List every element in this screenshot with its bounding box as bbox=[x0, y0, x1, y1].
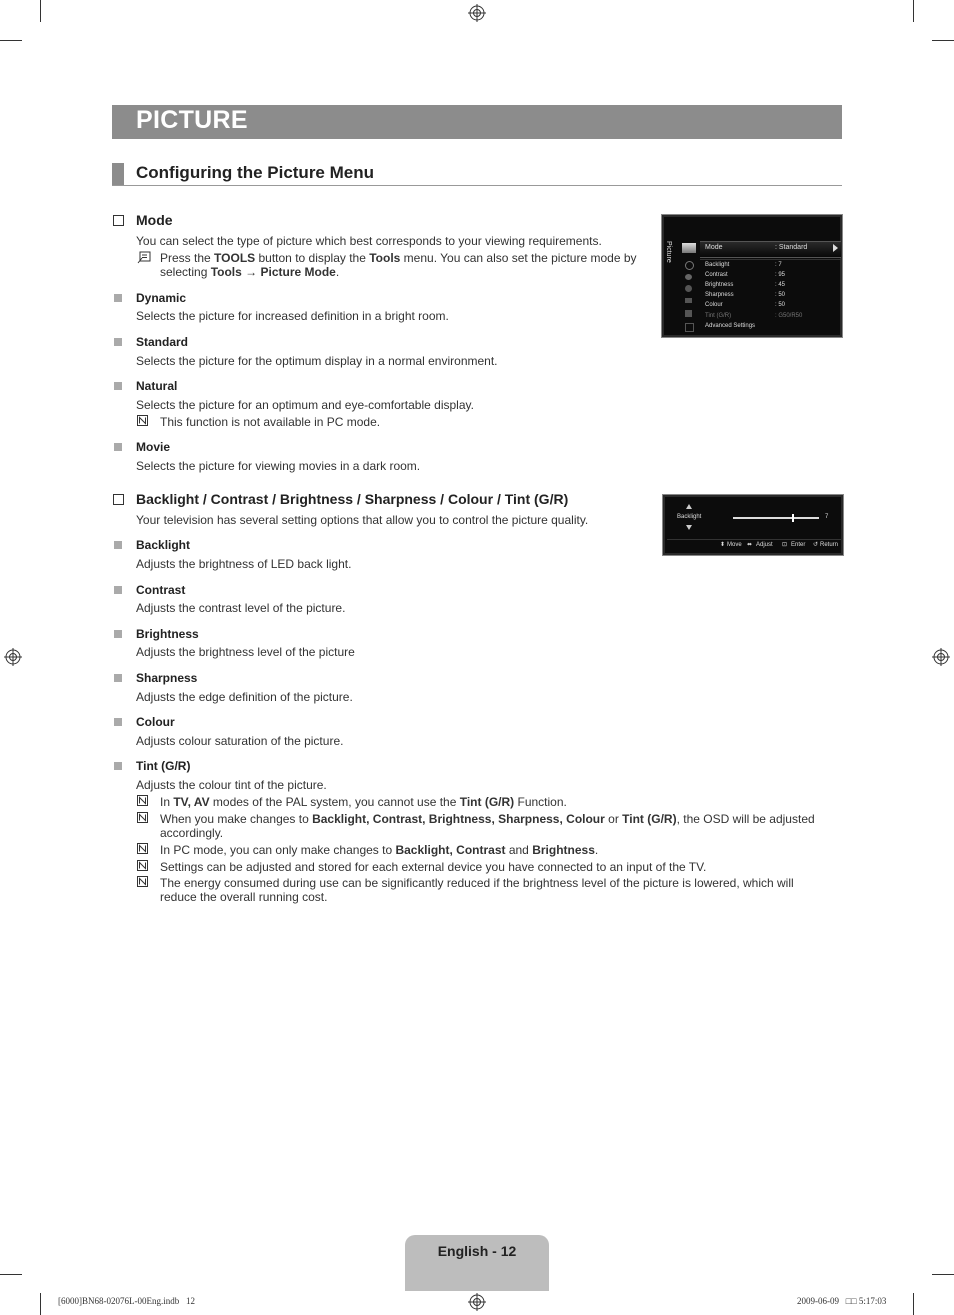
item-desc: Selects the picture for the optimum display in a normal environment. bbox=[136, 354, 498, 368]
item-desc: Adjusts colour saturation of the picture. bbox=[136, 734, 344, 748]
note-icon bbox=[137, 812, 148, 823]
osd-divider bbox=[700, 259, 841, 260]
crop-mark bbox=[0, 40, 22, 41]
item-desc: Selects the picture for an optimum and eye-comfortable display. bbox=[136, 398, 474, 412]
osd-row-value: : 45 bbox=[775, 282, 786, 288]
osd-hint-enter: Enter bbox=[791, 542, 806, 548]
osd-hint-move: Move bbox=[727, 542, 742, 548]
osd-row-value: : 95 bbox=[775, 272, 786, 278]
item-desc: Adjusts the colour tint of the picture. bbox=[136, 778, 327, 792]
osd-arrow-up-icon bbox=[686, 504, 692, 509]
item-desc: Adjusts the contrast level of the picture. bbox=[136, 601, 346, 615]
osd-row-label: Brightness bbox=[705, 282, 734, 288]
crop-mark bbox=[40, 0, 41, 22]
registration-mark-icon bbox=[4, 648, 22, 666]
osd-row-value: : 50 bbox=[775, 302, 786, 308]
square-bullet-icon bbox=[114, 674, 122, 682]
item-title: Contrast bbox=[136, 583, 186, 597]
checkbox-bullet-icon bbox=[113, 215, 124, 226]
osd-row-label: Tint (G/R) bbox=[705, 313, 732, 319]
osd-hint-adjust: Adjust bbox=[756, 542, 773, 548]
item-title: Colour bbox=[136, 715, 175, 729]
osd-enter-icon: ⊡ bbox=[782, 542, 788, 548]
mode-intro: You can select the type of picture which best corresponds to your viewing requirements. bbox=[136, 234, 602, 248]
square-bullet-icon bbox=[114, 762, 122, 770]
osd-slider-label: Backlight bbox=[677, 514, 702, 520]
osd-return-icon: ↺ bbox=[813, 542, 819, 548]
osd-row-label: Advanced Settings bbox=[705, 323, 756, 329]
note-text: In TV, AV modes of the PAL system, you cannot use the Tint (G/R) Function. bbox=[160, 795, 567, 809]
item-desc: Adjusts the brightness level of the picture bbox=[136, 645, 355, 659]
osd-application-icon bbox=[685, 310, 692, 317]
osd-row-label: Colour bbox=[705, 302, 723, 308]
mode-heading: Mode bbox=[136, 212, 173, 228]
crop-mark bbox=[913, 1293, 914, 1315]
page-title: PICTURE bbox=[136, 106, 248, 134]
osd-setup-icon bbox=[685, 285, 692, 292]
crop-mark bbox=[913, 0, 914, 22]
note-icon bbox=[137, 415, 148, 426]
osd-picture-icon bbox=[682, 243, 696, 253]
osd-row-value: : 7 bbox=[775, 262, 782, 268]
item-title: Sharpness bbox=[136, 671, 198, 685]
item-title: Dynamic bbox=[136, 291, 187, 305]
section-title: Configuring the Picture Menu bbox=[136, 163, 374, 182]
osd-slider-thumb[interactable] bbox=[792, 514, 794, 522]
osd-slider-value: 7 bbox=[825, 514, 829, 520]
square-bullet-icon bbox=[114, 541, 122, 549]
osd-input-icon bbox=[685, 298, 692, 303]
note-text: Settings can be adjusted and stored for each external device you have connected to an input of the TV. bbox=[160, 860, 707, 874]
square-bullet-icon bbox=[114, 443, 122, 451]
section-marker bbox=[112, 163, 124, 185]
osd-row-label: Backlight bbox=[705, 262, 730, 268]
note-text: In PC mode, you can only make changes to Backlight, Contrast and Brightness. bbox=[160, 843, 599, 857]
osd-adjust-icon: ⬌ bbox=[747, 542, 753, 548]
section-divider bbox=[112, 185, 842, 186]
tools-note-icon bbox=[137, 251, 151, 264]
item-desc: Adjusts the brightness of LED back light. bbox=[136, 557, 352, 571]
note-text: When you make changes to Backlight, Contrast, Brightness, Sharpness, Colour or Tint (G/R), the OSD will be adjusted accordingly. bbox=[160, 812, 815, 840]
osd-arrow-down-icon bbox=[686, 525, 692, 530]
item-title: Tint (G/R) bbox=[136, 759, 191, 773]
osd-sound-icon bbox=[685, 261, 694, 270]
checkbox-bullet-icon bbox=[113, 494, 124, 505]
item-desc: Selects the picture for viewing movies in a dark room. bbox=[136, 459, 421, 473]
print-info-left: [6000]BN68-02076L-00Eng.indb 12 bbox=[58, 1296, 195, 1306]
registration-mark-icon bbox=[468, 4, 486, 22]
osd-menu-screen bbox=[661, 214, 843, 338]
square-bullet-icon bbox=[114, 382, 122, 390]
osd-slider-screen bbox=[662, 494, 844, 556]
item-desc: Selects the picture for increased definition in a bright room. bbox=[136, 309, 449, 323]
note-icon bbox=[137, 860, 148, 871]
square-bullet-icon bbox=[114, 630, 122, 638]
page-number: English - 12 bbox=[437, 1243, 517, 1259]
print-info-right: 2009-06-09 □□ 5:17:03 bbox=[797, 1296, 887, 1306]
note-text: This function is not available in PC mode. bbox=[160, 415, 381, 429]
osd-row-value: : G50/R50 bbox=[775, 313, 803, 319]
note-icon bbox=[137, 876, 148, 887]
square-bullet-icon bbox=[114, 338, 122, 346]
crop-mark bbox=[40, 1293, 41, 1315]
tools-note: Press the TOOLS button to display the Tools menu. You can also set the picture mode by selecting Tools → Picture Mode. bbox=[160, 251, 637, 279]
square-bullet-icon bbox=[114, 586, 122, 594]
osd-row-label: Contrast bbox=[705, 272, 728, 278]
crop-mark bbox=[932, 40, 954, 41]
note-text: The energy consumed during use can be significantly reduced if the brightness level of the picture is lowered, which will reduce the overall running cost. bbox=[160, 876, 794, 904]
osd-side-label: Picture bbox=[665, 241, 672, 263]
item-title: Natural bbox=[136, 379, 178, 393]
osd-slider-track[interactable] bbox=[733, 517, 819, 519]
osd-mode-value: : Standard bbox=[775, 244, 808, 251]
osd-hint-return: Return bbox=[820, 542, 839, 548]
osd-arrow-right-icon bbox=[833, 244, 838, 252]
note-icon bbox=[137, 795, 148, 806]
crop-mark bbox=[932, 1274, 954, 1275]
osd-mode-label: Mode bbox=[705, 244, 723, 251]
square-bullet-icon bbox=[114, 718, 122, 726]
osd-hint-bar bbox=[667, 539, 841, 540]
item-title: Movie bbox=[136, 440, 171, 454]
osd-move-icon: ⬍ bbox=[720, 542, 726, 548]
item-title: Backlight bbox=[136, 538, 191, 552]
registration-mark-icon bbox=[468, 1293, 486, 1311]
osd-channel-icon bbox=[685, 274, 692, 280]
adjust-heading: Backlight / Contrast / Brightness / Sharpness / Colour / Tint (G/R) bbox=[136, 491, 569, 507]
square-bullet-icon bbox=[114, 294, 122, 302]
registration-mark-icon bbox=[932, 648, 950, 666]
adjust-intro: Your television has several setting options that allow you to control the picture quality. bbox=[136, 513, 589, 527]
item-desc: Adjusts the edge definition of the picture. bbox=[136, 690, 353, 704]
item-title: Brightness bbox=[136, 627, 199, 641]
osd-row-label: Sharpness bbox=[705, 292, 734, 298]
item-title: Standard bbox=[136, 335, 189, 349]
note-icon bbox=[137, 843, 148, 854]
crop-mark bbox=[0, 1274, 22, 1275]
osd-support-icon bbox=[685, 323, 694, 332]
osd-row-value: : 50 bbox=[775, 292, 786, 298]
